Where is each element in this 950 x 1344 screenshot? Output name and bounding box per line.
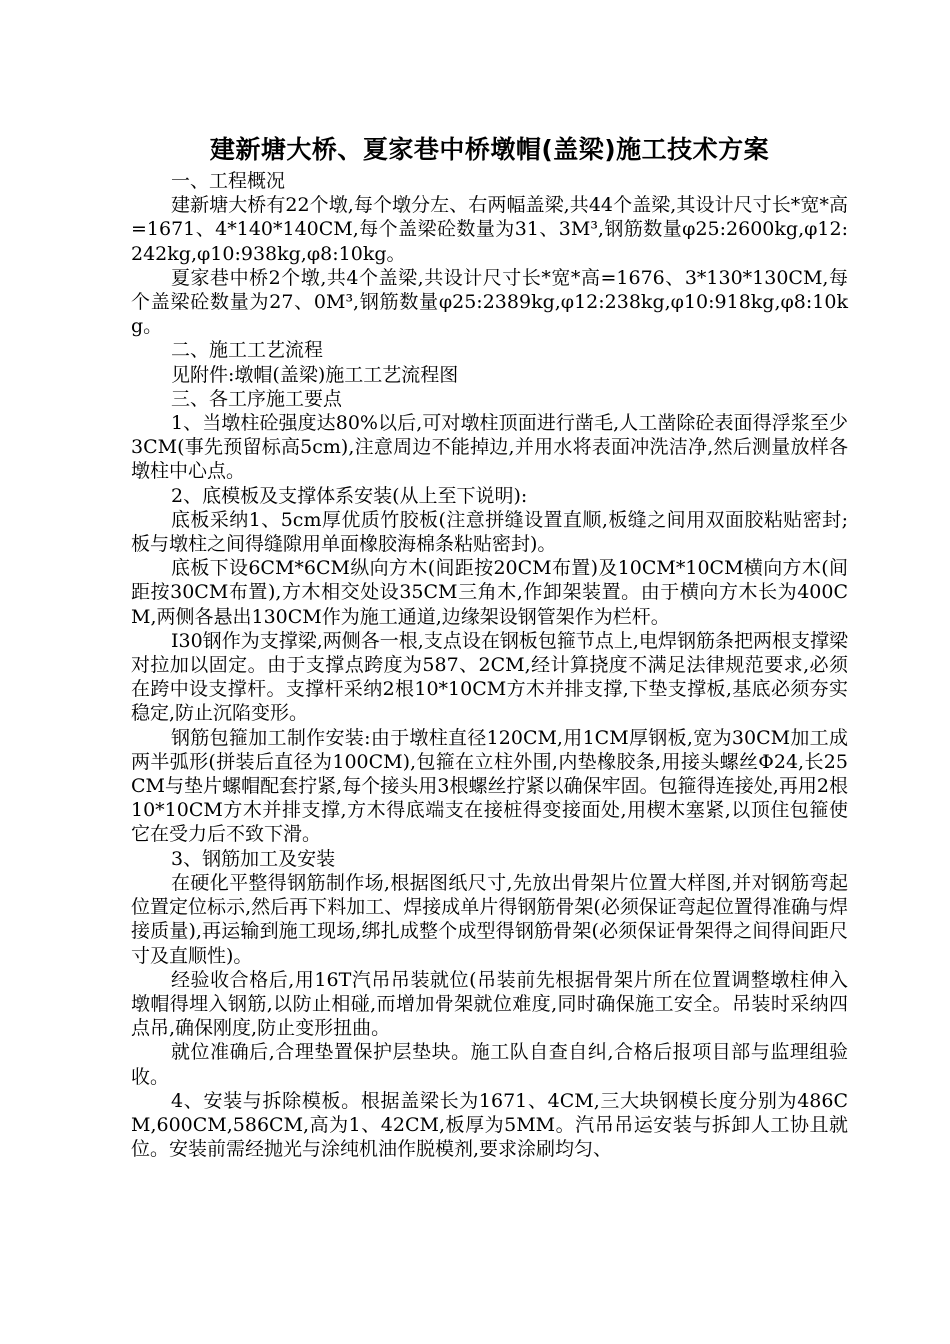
paragraph-timber-layout: 底板下设6CM*6CM纵向方木(间距按20CM布置)及10CM*10CM横向方木(间距按30CM布置),方木相交处设35CM三角木,作卸架装置。由于横向方木长为400CM,两侧各悬出130CM作为施工通道,边缘架设钢管架作为栏杆。 [131,557,848,628]
paragraph-step-2-heading: 2、底模板及支撑体系安装(从上至下说明): [171,484,528,507]
document-title: 建新塘大桥、夏家巷中桥墩帽(盖梁)施工技术方案 [209,135,770,164]
paragraph-jianxintang-bridge: 建新塘大桥有22个墩,每个墩分左、右两幅盖梁,共44个盖梁,其设计尺寸长*宽*高=1671、4*140*140CM,每个盖梁砼数量为31、3M³,钢筋数量φ25:2600kg,φ12:242kg,φ10:938kg,φ8:10kg。 [131,194,848,265]
paragraph-bottom-board: 底板采纳1、5cm厚优质竹胶板(注意拼缝设置直顺,板缝之间用双面胶粘贴密封;板与墩柱之间得缝隙用单面橡胶海棉条粘贴密封)。 [131,508,848,556]
section-heading-process: 二、施工工艺流程 [171,339,324,362]
paragraph-step-3-heading: 3、钢筋加工及安装 [171,847,336,870]
section-heading-overview: 一、工程概况 [171,170,286,192]
paragraph-steel-hoop: 钢筋包箍加工制作安装:由于墩柱直径120CM,用1CM厚钢板,宽为30CM加工成两半弧形(拼装后直径为100CM),包箍在立柱外围,内垫橡胶条,用接头螺丝Φ24,长25CM与垫片螺帽配套拧紧,每个接头用3根螺丝拧紧以确保牢固。包箍得连接处,再用2根10*10CM方木并排支撑,方木得底端支在接桩得变接面处,用楔木塞紧,以顶住包箍使它在受力后不致下滑。 [131,726,848,846]
paragraph-lifting: 经验收合格后,用16T汽吊吊装就位(吊装前先根据骨架片所在位置调整墩柱伸入墩帽得埋入钢筋,以防止相碰,而增加骨架就位难度,同时确保施工安全。吊装时采纳四点吊,确保刚度,防止变形扭曲。 [131,968,848,1040]
section-heading-key-points: 三、各工序施工要点 [171,387,343,410]
paragraph-step-1: 1、当墩柱砼强度达80%以后,可对墩柱顶面进行凿毛,人工凿除砼表面得浮浆至少3CM(事先预留标高5cm),注意周边不能掉边,并用水将表面冲洗洁净,然后测量放样各墩柱中心点。 [131,412,848,483]
paragraph-rebar-fabrication: 在硬化平整得钢筋制作场,根据图纸尺寸,先放出骨架片位置大样图,并对钢筋弯起位置定位标示,然后再下料加工、焊接成单片得钢筋骨架(必须保证弯起位置得准确与焊接质量),再运输到施工现场,绑扎成整个成型得钢筋骨架(必须保证骨架得之间得间距尺寸及直顺性)。 [131,871,848,967]
paragraph-attachment-ref: 见附件:墩帽(盖梁)施工工艺流程图 [171,363,459,386]
paragraph-support-beam: I30钢作为支撑梁,两侧各一根,支点设在钢板包箍节点上,电焊钢筋条把两根支撑梁对拉加以固定。由于支撑点跨度为587、2CM,经计算挠度不满足法律规范要求,必须在跨中设支撑杆。支撑杆采纳2根10*10CM方木并排支撑,下垫支撑板,基底必须夯实稳定,防止沉陷变形。 [131,629,848,725]
paragraph-step-4-formwork: 4、安装与拆除模板。根据盖梁长为1671、4CM,三大块钢模长度分别为486CM,600CM,586CM,高为1、42CM,板厚为5MM。汽吊吊运安装与拆卸人工协且就位。安装前需经抛光与涂纯机油作脱模剂,要求涂刷均匀、 [131,1089,848,1161]
paragraph-inspection: 就位准确后,合理垫置保护层垫块。施工队自查自纠,合格后报项目部与监理组验收。 [131,1041,848,1088]
paragraph-xiajiaxiang-bridge: 夏家巷中桥2个墩,共4个盖梁,共设计尺寸长*宽*高=1676、3*130*130CM,每个盖梁砼数量为27、0M³,钢筋数量φ25:2389kg,φ12:238kg,φ10:918kg,φ8:10kg。 [131,266,848,338]
document-body [131,131,848,1161]
